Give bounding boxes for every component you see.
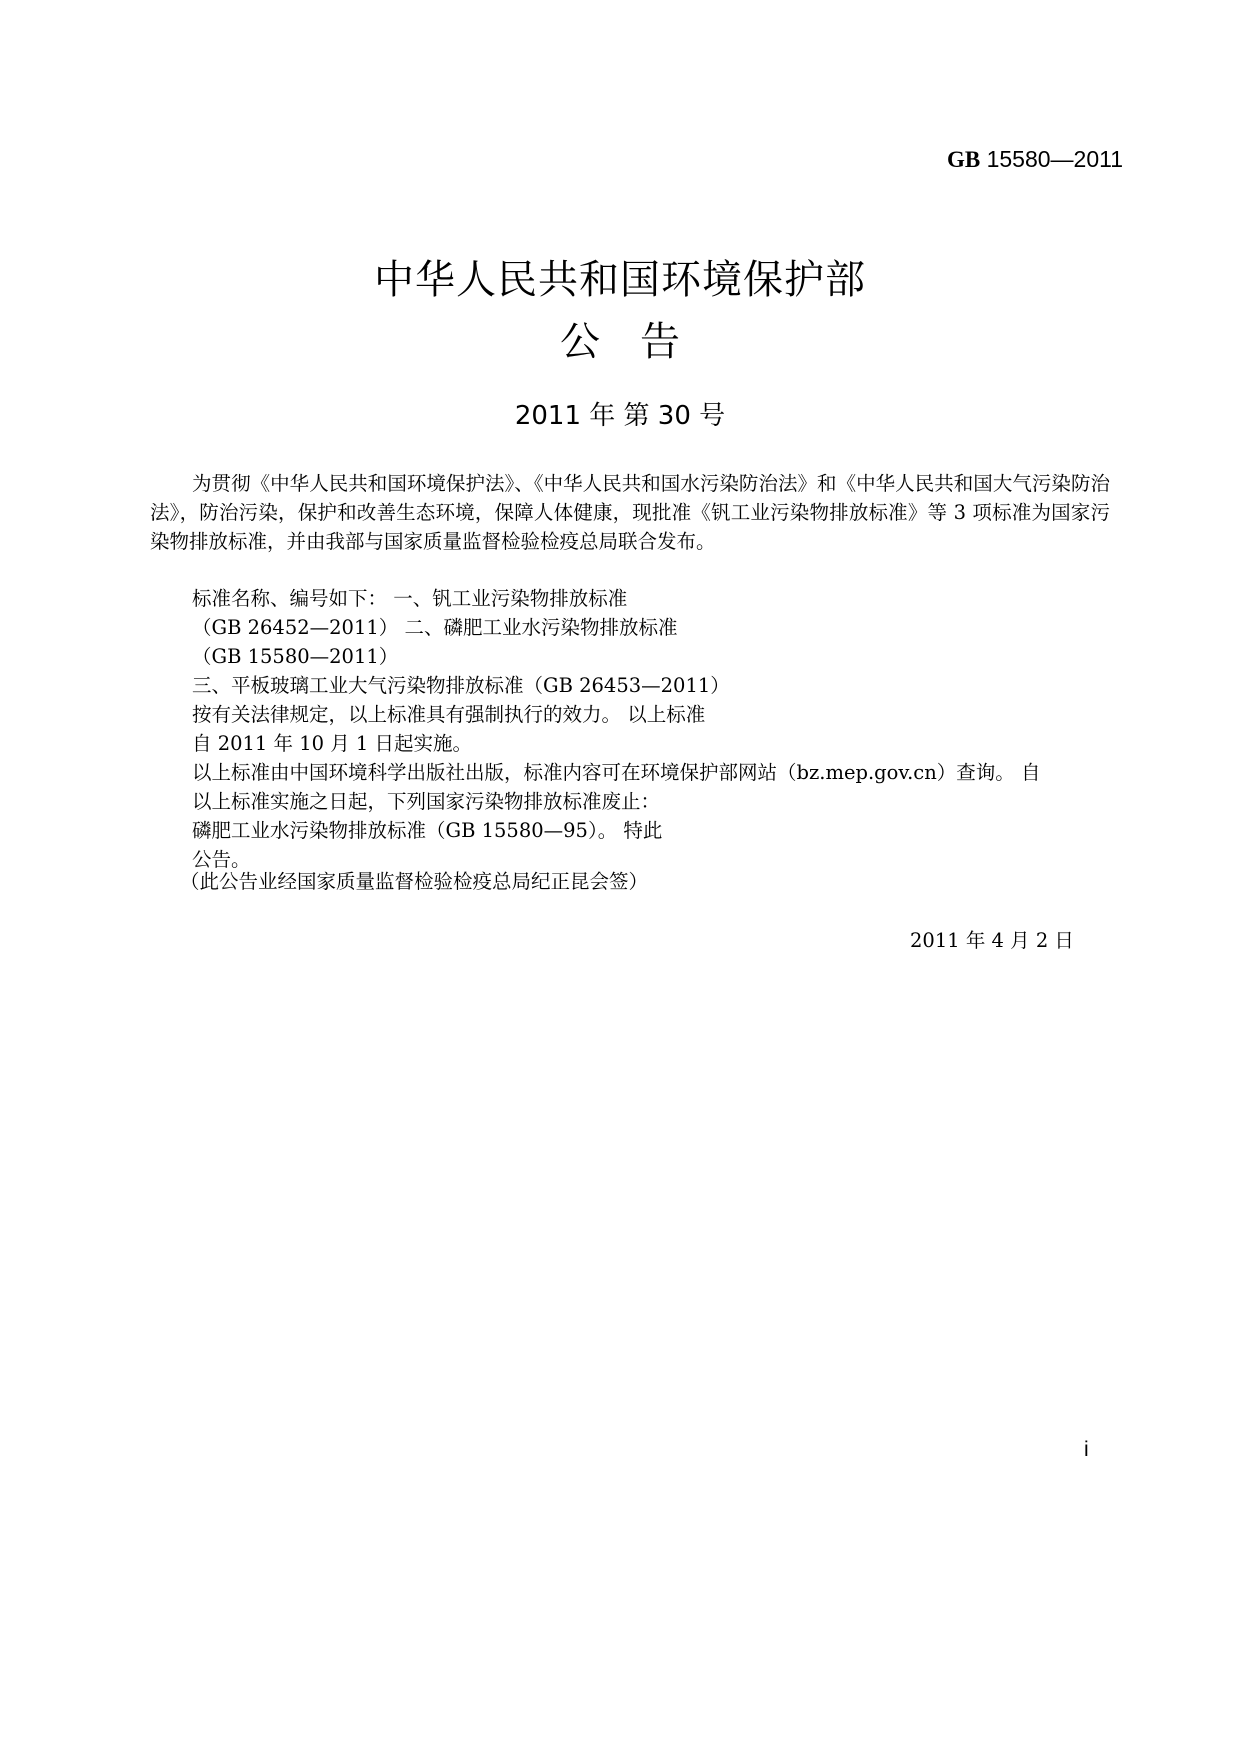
issue-number: 2011 年 第 30 号 — [514, 401, 726, 431]
page-number: i — [1084, 1438, 1089, 1461]
notice-title: 公告 — [560, 319, 720, 365]
body-line: （GB 26452—2011） 二、磷肥工业水污染物排放标准 — [192, 616, 678, 639]
intro-paragraph: 为贯彻《中华人民共和国环境保护法》、《中华人民共和国水污染防治法》和《中华人民共和国大气污染防治法》，防治污染，保护和改善生态环境，保障人体健康，现批准《钒工业污染物排放标准》等 3 项标准为国家污染物排放标准，并由我部与国家质量监督检验检疫总局联合发布。 — [150, 472, 1110, 553]
body-line: （GB 15580—2011） — [192, 645, 399, 668]
standard-code-prefix: GB — [946, 147, 981, 172]
body-line: 以上标准实施之日起，下列国家污染物排放标准废止： — [192, 790, 661, 813]
body-line: 以上标准由中国环境科学出版社出版，标准内容可在环境保护部网站（bz.mep.gov.cn）查询。 自 — [192, 761, 1041, 784]
body-line: 按有关法律规定，以上标准具有强制执行的效力。 以上标准 — [192, 703, 706, 726]
body-line: 自 2011 年 10 月 1 日起实施。 — [192, 732, 473, 755]
body-line: 标准名称、编号如下： 一、钒工业污染物排放标准 — [192, 587, 628, 610]
ministry-title: 中华人民共和国环境保护部 — [374, 257, 866, 303]
body-line: 三、平板玻璃工业大气污染物排放标准（GB 26453—2011） — [192, 674, 730, 697]
standard-code — [947, 146, 1123, 173]
countersign-note: （此公告业经国家质量监督检验检疫总局纪正昆会签） — [180, 870, 649, 893]
body-line: 磷肥工业水污染物排放标准（GB 15580—95）。 特此 — [192, 819, 663, 842]
standard-code-number: 15580—2011 — [980, 146, 1123, 172]
body-line: 公告。 — [192, 848, 251, 871]
issue-date: 2011 年 4 月 2 日 — [910, 929, 1074, 952]
